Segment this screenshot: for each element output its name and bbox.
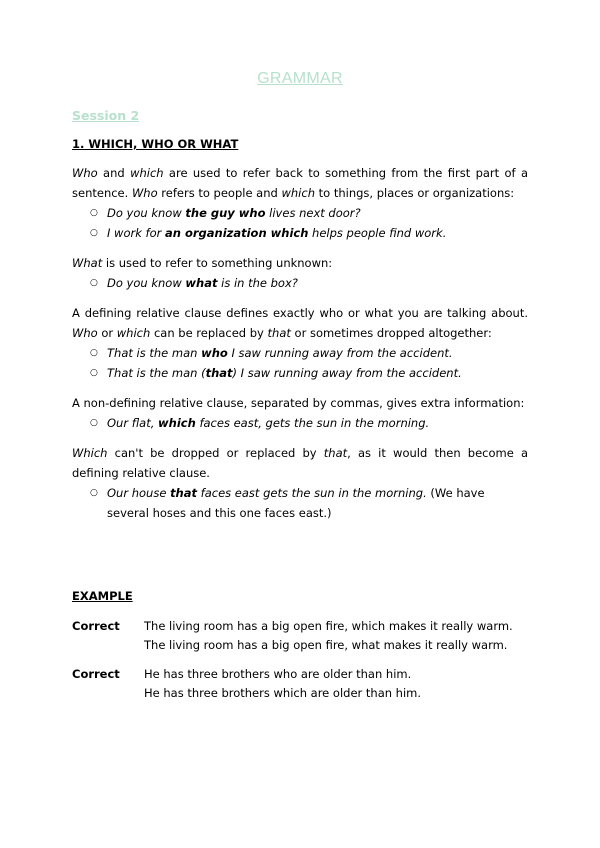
section-heading: 1. WHICH, WHO OR WHAT <box>72 137 239 151</box>
text: is in the box? <box>217 276 298 290</box>
term-who: Who <box>131 186 158 200</box>
example-lines <box>144 617 513 655</box>
list-item <box>90 363 528 383</box>
paragraph-who-which <box>72 163 528 243</box>
text: lives next door? <box>265 206 361 220</box>
list-item <box>90 343 528 363</box>
term-who: Who <box>72 326 98 340</box>
text: are used to refer back to something from the first part of a sentence. <box>72 166 528 200</box>
term-which: Which <box>72 446 108 460</box>
emphasis: what <box>185 276 218 290</box>
emphasis: that <box>170 486 198 500</box>
example-row <box>72 665 528 703</box>
paragraph-defining <box>72 303 528 383</box>
example-sentence: The living room has a big open fire, what makes it really warm. <box>144 638 508 652</box>
emphasis: the guy who <box>185 206 266 220</box>
paragraph-which-note <box>72 443 528 523</box>
example-heading: EXAMPLE <box>72 589 133 603</box>
text: Do you know <box>107 206 186 220</box>
paragraph-non-defining <box>72 393 528 433</box>
text: , as it would then become a defining relative clause. <box>72 446 528 480</box>
emphasis: who <box>201 346 228 360</box>
text: and <box>97 166 131 180</box>
text: I work for <box>107 226 165 240</box>
emphasis: an organization which <box>165 226 309 240</box>
session-heading: Session 2 <box>72 108 140 123</box>
list-item <box>90 483 528 523</box>
term-which: which <box>116 326 151 340</box>
term-which: which <box>281 186 315 200</box>
text: ) I saw running away from the accident. <box>232 366 462 380</box>
text: faces east, gets the sun in the morning. <box>195 416 430 430</box>
text: Our house <box>107 486 171 500</box>
text: or <box>97 326 117 340</box>
example-list <box>72 343 528 383</box>
text: I saw running away from the accident. <box>227 346 453 360</box>
example-list <box>72 203 528 243</box>
example-list <box>72 483 528 523</box>
term-that: that <box>323 446 348 460</box>
text: can't be dropped or replaced by <box>107 446 324 460</box>
text: to things, places or organizations: <box>315 186 515 200</box>
text: faces east gets the sun in the morning. <box>197 486 427 500</box>
list-item <box>90 223 528 243</box>
list-item <box>90 203 528 223</box>
example-label: Correct <box>72 619 120 633</box>
paragraph-text <box>72 163 528 203</box>
document-page <box>72 70 528 713</box>
example-list <box>72 413 528 433</box>
example-sentence: He has three brothers which are older than him. <box>144 686 422 700</box>
text: or sometimes dropped altogether: <box>290 326 492 340</box>
text: is used to refer to something unknown: <box>102 256 333 270</box>
term-who: Who <box>72 166 98 180</box>
term-that: that <box>267 326 291 340</box>
text: Do you know <box>107 276 186 290</box>
emphasis: that <box>205 366 233 380</box>
example-lines <box>144 665 421 703</box>
page-title: GRAMMAR <box>257 70 343 87</box>
text: refers to people and <box>157 186 282 200</box>
paragraph-text <box>72 253 528 273</box>
paragraph-text <box>72 303 528 343</box>
term-what: What <box>72 256 103 270</box>
text: A defining relative clause defines exactly who or what you are talking about. <box>72 306 528 320</box>
example-label: Correct <box>72 667 120 681</box>
example-row <box>72 617 528 655</box>
example-list <box>72 273 528 293</box>
text: helps people find work. <box>308 226 447 240</box>
text: Our flat, <box>107 416 159 430</box>
list-item <box>90 413 528 433</box>
list-item <box>90 273 528 293</box>
paragraph-text <box>72 443 528 483</box>
paragraph-text: A non-defining relative clause, separated by commas, gives extra information: <box>72 396 525 410</box>
term-which: which <box>130 166 164 180</box>
example-sentence: He has three brothers who are older than him. <box>144 667 412 681</box>
text: (We have several hoses and this one faces east.) <box>107 486 485 520</box>
example-sentence: The living room has a big open fire, which makes it really warm. <box>144 619 513 633</box>
text: can be replaced by <box>150 326 268 340</box>
text: That is the man ( <box>107 366 206 380</box>
emphasis: which <box>158 416 196 430</box>
paragraph-what <box>72 253 528 293</box>
text: That is the man <box>107 346 202 360</box>
